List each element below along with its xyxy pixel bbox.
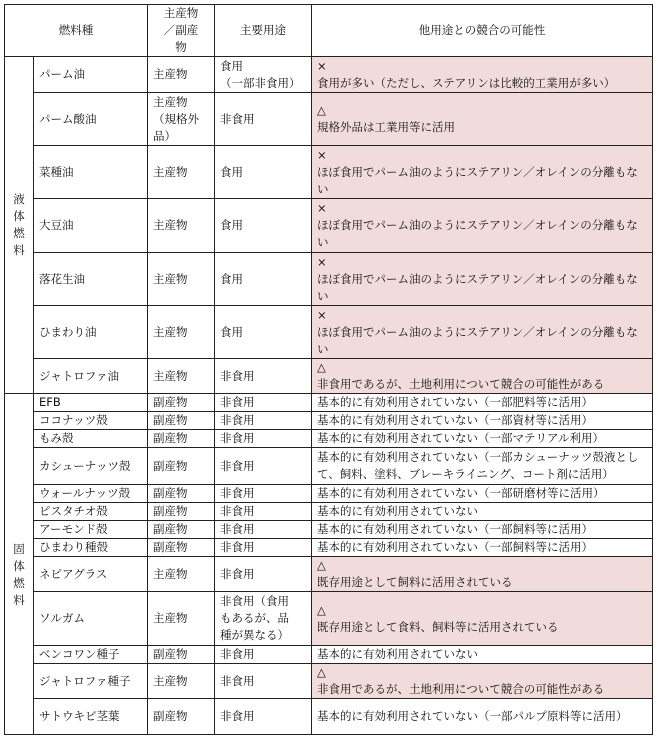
main-use: 非食用 xyxy=(215,412,312,430)
table-row xyxy=(5,253,653,306)
section-label-liquid: 液体燃料 xyxy=(5,57,34,394)
header-fuel-type: 燃料種 xyxy=(5,5,148,57)
competition-cell: 基本的に有効利用されていない（一部パルプ原料等に活用） xyxy=(312,699,653,735)
competition-cell: 基本的に有効利用されていない（一部飼料等に活用） xyxy=(312,521,653,539)
main-use: 非食用 xyxy=(215,394,312,412)
competition-cell: 基本的に有効利用されていない（一部マテリアル利用） xyxy=(312,430,653,448)
fuel-name: EFB xyxy=(34,394,148,412)
triangle-mark: △ xyxy=(317,558,326,572)
competition-cell: 基本的に有効利用されていない（一部飼料等に活用） xyxy=(312,539,653,557)
competition-cell: × ほぼ食用でパーム油のようにステアリン／オレインの分離もない xyxy=(312,306,653,359)
fuel-name: パーム酸油 xyxy=(34,93,148,146)
header-product-type: 主産物 ／副産 物 xyxy=(148,5,215,57)
fuel-name: アーモンド殻 xyxy=(34,521,148,539)
table-row xyxy=(5,539,653,557)
product-type: 副産物 xyxy=(148,699,215,735)
cross-mark: × xyxy=(317,147,327,162)
table-row xyxy=(5,485,653,503)
main-use: 非食用 xyxy=(215,503,312,521)
table-row xyxy=(5,557,653,592)
main-use: 食用 （一部非食用） xyxy=(215,57,312,93)
competition-cell: 基本的に有効利用されていない xyxy=(312,646,653,664)
header-row xyxy=(5,5,653,57)
main-use: 非食用 xyxy=(215,557,312,592)
competition-cell: △ 非食用であるが、土地利用について競合の可能性がある xyxy=(312,664,653,699)
triangle-mark: △ xyxy=(317,103,326,117)
table-row xyxy=(5,306,653,359)
competition-cell: △ 既存用途として食料、飼料等に活用されている xyxy=(312,592,653,646)
main-use: 非食用 xyxy=(215,448,312,485)
competition-cell: 基本的に有効利用されていない（一部カシューナッツ殻液として、飼料、塗料、ブレーキライニング、コート剤に活用） xyxy=(312,448,653,485)
main-use: 非食用 xyxy=(215,359,312,394)
header-competition: 他用途との競合の可能性 xyxy=(312,5,653,57)
main-use: 非食用 xyxy=(215,539,312,557)
competition-cell: × ほぼ食用でパーム油のようにステアリン／オレインの分離もない xyxy=(312,253,653,306)
cross-mark: × xyxy=(317,307,327,322)
table-row xyxy=(5,93,653,146)
main-use: 食用 xyxy=(215,306,312,359)
fuel-name: ジャトロファ種子 xyxy=(34,664,148,699)
main-use: 非食用 xyxy=(215,646,312,664)
table-row xyxy=(5,503,653,521)
triangle-mark: △ xyxy=(317,665,326,679)
product-type: 主産物 xyxy=(148,199,215,253)
fuel-name: サトウキビ茎葉 xyxy=(34,699,148,735)
table-row xyxy=(5,430,653,448)
fuel-name: ベンコワン種子 xyxy=(34,646,148,664)
header-main-use: 主要用途 xyxy=(215,5,312,57)
table-row xyxy=(5,592,653,646)
product-type: 副産物 xyxy=(148,485,215,503)
product-type: 副産物 xyxy=(148,412,215,430)
main-use: 食用 xyxy=(215,146,312,199)
product-type: 主産物 xyxy=(148,359,215,394)
product-type: 副産物 xyxy=(148,503,215,521)
competition-cell: △ 非食用であるが、土地利用について競合の可能性がある xyxy=(312,359,653,394)
fuel-name: ウォールナッツ殻 xyxy=(34,485,148,503)
table-row xyxy=(5,394,653,412)
product-type: 副産物 xyxy=(148,394,215,412)
fuel-name: ピスタチオ殻 xyxy=(34,503,148,521)
table-row xyxy=(5,412,653,430)
product-type: 副産物 xyxy=(148,539,215,557)
fuel-name: カシューナッツ殻 xyxy=(34,448,148,485)
cross-mark: × xyxy=(317,254,327,269)
fuel-name: ひまわり種殻 xyxy=(34,539,148,557)
table-row xyxy=(5,359,653,394)
fuel-name: もみ殻 xyxy=(34,430,148,448)
fuel-name: 大豆油 xyxy=(34,199,148,253)
table-row xyxy=(5,57,653,93)
product-type: 主産物 xyxy=(148,253,215,306)
main-use: 非食用 xyxy=(215,521,312,539)
fuel-name: パーム油 xyxy=(34,57,148,93)
product-type: 主産物 xyxy=(148,146,215,199)
main-use: 食用 xyxy=(215,199,312,253)
section-label-solid: 固体燃料 xyxy=(5,394,34,735)
table-row xyxy=(5,199,653,253)
product-type: 主産物 （規格外 品） xyxy=(148,93,215,146)
competition-cell: × 食用が多い（ただし、ステアリンは比較的工業用が多い） xyxy=(312,57,653,93)
main-use: 非食用 xyxy=(215,699,312,735)
fuel-name: 菜種油 xyxy=(34,146,148,199)
fuel-competition-table xyxy=(4,4,653,735)
fuel-name: ココナッツ殻 xyxy=(34,412,148,430)
product-type: 副産物 xyxy=(148,521,215,539)
competition-cell: 基本的に有効利用されていない（一部資材等に活用） xyxy=(312,412,653,430)
cross-mark: × xyxy=(317,58,327,73)
product-type: 主産物 xyxy=(148,592,215,646)
competition-cell: 基本的に有効利用されていない（一部肥料等に活用） xyxy=(312,394,653,412)
product-type: 主産物 xyxy=(148,57,215,93)
competition-cell: × ほぼ食用でパーム油のようにステアリン／オレインの分離もない xyxy=(312,146,653,199)
competition-cell: 基本的に有効利用されていない xyxy=(312,503,653,521)
fuel-name: ジャトロファ油 xyxy=(34,359,148,394)
fuel-name: 落花生油 xyxy=(34,253,148,306)
fuel-name: ひまわり油 xyxy=(34,306,148,359)
product-type: 主産物 xyxy=(148,664,215,699)
competition-cell: 基本的に有効利用されていない（一部研磨材等に活用） xyxy=(312,485,653,503)
competition-cell: × ほぼ食用でパーム油のようにステアリン／オレインの分離もない xyxy=(312,199,653,253)
cross-mark: × xyxy=(317,201,327,215)
table-row xyxy=(5,521,653,539)
main-use: 非食用 xyxy=(215,664,312,699)
product-type: 副産物 xyxy=(148,448,215,485)
table-row xyxy=(5,146,653,199)
product-type: 副産物 xyxy=(148,430,215,448)
triangle-mark: △ xyxy=(317,602,326,617)
competition-cell: △ 規格外品は工業用等に活用 xyxy=(312,93,653,146)
main-use: 非食用 xyxy=(215,430,312,448)
triangle-mark: △ xyxy=(317,360,326,374)
table-row xyxy=(5,448,653,485)
main-use: 非食用（食用 もあるが、品 種が異なる） xyxy=(215,592,312,646)
table-row xyxy=(5,664,653,699)
product-type: 主産物 xyxy=(148,557,215,592)
fuel-name: ソルガム xyxy=(34,592,148,646)
table-row xyxy=(5,699,653,735)
table-row xyxy=(5,646,653,664)
product-type: 主産物 xyxy=(148,306,215,359)
main-use: 非食用 xyxy=(215,93,312,146)
competition-cell: △ 既存用途として飼料に活用されている xyxy=(312,557,653,592)
fuel-name: ネピアグラス xyxy=(34,557,148,592)
product-type: 副産物 xyxy=(148,646,215,664)
main-use: 食用 xyxy=(215,253,312,306)
main-use: 非食用 xyxy=(215,485,312,503)
